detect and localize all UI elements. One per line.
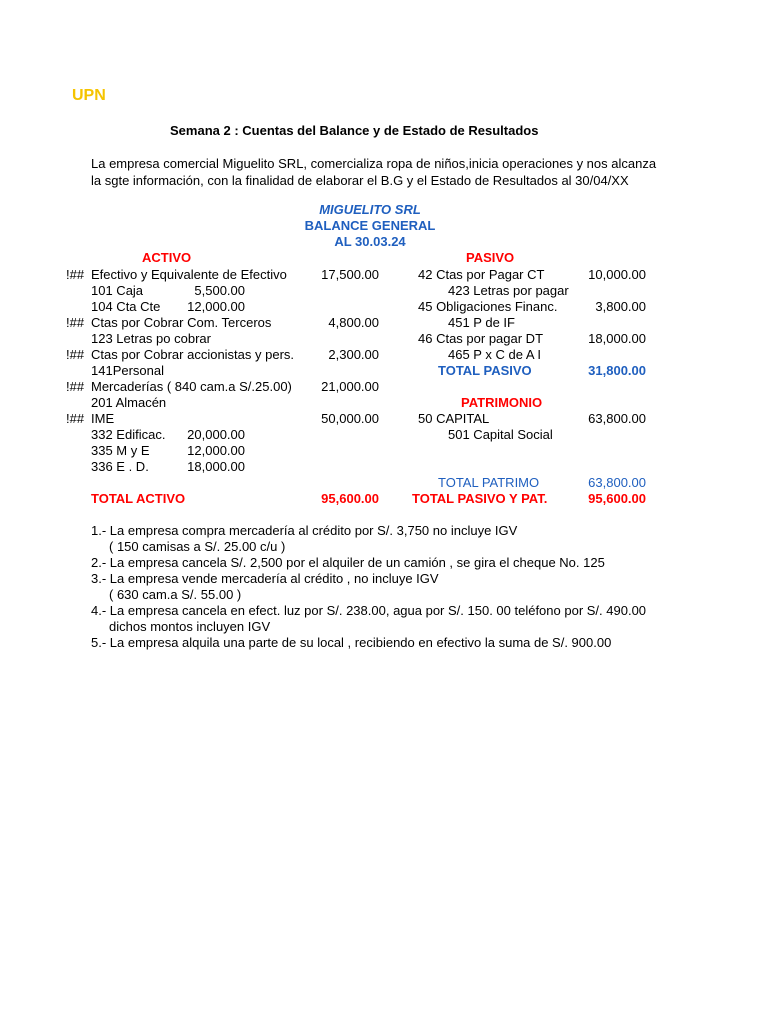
activo-row-label: 201 Almacén <box>91 395 167 410</box>
balance-date: AL 30.03.24 <box>334 234 406 249</box>
activo-row-label: 101 Caja <box>91 283 144 298</box>
intro-paragraph <box>91 155 691 189</box>
pasivo-row-label: 451 P de IF <box>448 315 515 330</box>
document-title: Semana 2 : Cuentas del Balance y de Estado de Resultados <box>170 123 539 138</box>
activo-row-marker: !## <box>66 267 85 282</box>
operation-item: 2.- La empresa cancela S/. 2,500 por el alquiler de un camión , se gira el cheque No. 125 <box>91 555 605 570</box>
operation-item-detail: dichos montos incluyen IGV <box>109 619 271 634</box>
activo-row-subamount: 5,500.00 <box>194 283 245 298</box>
activo-row-amount: 2,300.00 <box>328 347 379 362</box>
activo-row-marker: !## <box>66 411 85 426</box>
total-activo-amount: 95,600.00 <box>321 491 379 506</box>
intro-line-2: la sgte información, con la finalidad de elaborar el B.G y el Estado de Resultados al 30/04/XX <box>91 173 629 188</box>
activo-row-amount: 17,500.00 <box>321 267 379 282</box>
activo-row-marker: !## <box>66 347 85 362</box>
pasivo-row-amount: 18,000.00 <box>588 331 646 346</box>
company-name: MIGUELITO SRL <box>319 202 421 217</box>
operation-item: 1.- La empresa compra mercadería al crédito por S/. 3,750 no incluye IGV <box>91 523 518 538</box>
activo-row-label: IME <box>91 411 115 426</box>
operation-item: 4.- La empresa cancela en efect. luz por S/. 238.00, agua por S/. 150. 00 teléfono por S/. 490.00 <box>91 603 647 618</box>
operation-item: 5.- La empresa alquila una parte de su local , recibiendo en efectivo la suma de S/. 900.00 <box>91 635 612 650</box>
total-pasivo-pat-label: TOTAL PASIVO Y PAT. <box>412 491 548 506</box>
activo-row-label: 104 Cta Cte <box>91 299 161 314</box>
upn-logo-text: UPN <box>72 87 106 104</box>
activo-row-subamount: 12,000.00 <box>187 443 245 458</box>
activo-row-label: 141Personal <box>91 363 164 378</box>
activo-row-label: Efectivo y Equivalente de Efectivo <box>91 267 287 282</box>
activo-row-label: 123 Letras po cobrar <box>91 331 211 346</box>
activo-row-subamount: 12,000.00 <box>187 299 245 314</box>
total-pasivo-amount: 31,800.00 <box>588 363 646 378</box>
total-patrimonio-amount: 63,800.00 <box>588 475 646 490</box>
pasivo-row-label: 46 Ctas por pagar DT <box>418 331 544 346</box>
activo-row-amount: 50,000.00 <box>321 411 379 426</box>
patrimonio-header: PATRIMONIO <box>461 395 543 410</box>
activo-row-label: Ctas por Cobrar accionistas y pers. <box>91 347 295 362</box>
activo-row-label: 336 E . D. <box>91 459 149 474</box>
activo-header: ACTIVO <box>142 250 192 265</box>
activo-row-label: 332 Edificac. <box>91 427 166 442</box>
total-activo-label: TOTAL ACTIVO <box>91 491 186 506</box>
operation-item-detail: ( 630 cam.a S/. 55.00 ) <box>109 587 242 602</box>
pasivo-header: PASIVO <box>466 250 515 265</box>
activo-row-amount: 21,000.00 <box>321 379 379 394</box>
pasivo-row-label: 423 Letras por pagar <box>448 283 569 298</box>
activo-row-label: Ctas por Cobrar Com. Terceros <box>91 315 272 330</box>
activo-row-amount: 4,800.00 <box>328 315 379 330</box>
activo-row-marker: !## <box>66 315 85 330</box>
total-pasivo-pat-amount: 95,600.00 <box>588 491 646 506</box>
operation-item-detail: ( 150 camisas a S/. 25.00 c/u ) <box>109 539 286 554</box>
capital-sub: 501 Capital Social <box>448 427 553 442</box>
activo-row-marker: !## <box>66 379 85 394</box>
balance-title: BALANCE GENERAL <box>304 218 436 233</box>
pasivo-row-amount: 3,800.00 <box>595 299 646 314</box>
pasivo-row-label: 45 Obligaciones Financ. <box>418 299 558 314</box>
operation-item: 3.- La empresa vende mercadería al crédito , no incluye IGV <box>91 571 439 586</box>
pasivo-row-label: 465 P x C de A I <box>448 347 541 362</box>
activo-row-subamount: 18,000.00 <box>187 459 245 474</box>
total-patrimonio-label: TOTAL PATRIMO <box>438 475 540 490</box>
intro-line-1: La empresa comercial Miguelito SRL, comercializa ropa de niños,inicia operaciones y nos alcanza <box>91 156 657 171</box>
operations-list <box>91 523 711 651</box>
total-pasivo-label: TOTAL PASIVO <box>438 363 532 378</box>
activo-row-label: 335 M y E <box>91 443 150 458</box>
activo-row-label: Mercaderías ( 840 cam.a S/.25.00) <box>91 379 292 394</box>
capital-amount: 63,800.00 <box>588 411 646 426</box>
capital-label: 50 CAPITAL <box>418 411 490 426</box>
pasivo-row-amount: 10,000.00 <box>588 267 646 282</box>
pasivo-row-label: 42 Ctas por Pagar CT <box>418 267 545 282</box>
activo-row-subamount: 20,000.00 <box>187 427 245 442</box>
